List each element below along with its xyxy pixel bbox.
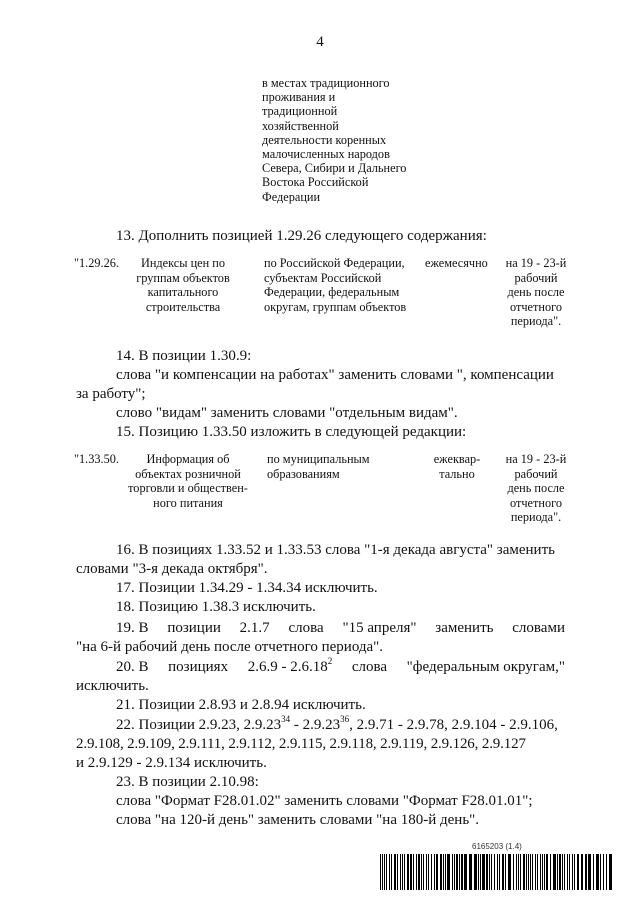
superscript: 2 [327, 656, 333, 666]
row-term [494, 452, 578, 525]
item-19-word: "15 апреля" [342, 620, 417, 636]
item-22-text: , 2.9.71 - 2.9.78, 2.9.104 - 2.9.106, [349, 717, 558, 733]
row-name-line: капитального [147, 285, 219, 300]
item-23-b: слова "на 120-й день" заменить словами "на 180-й день". [116, 812, 480, 828]
cont-line: малочисленных народов [262, 147, 390, 162]
row-term-line: отчетного [510, 299, 562, 314]
item-22-text: - 2.9.23 [290, 717, 341, 733]
item-16: 16. В позициях 1.33.52 и 1.33.53 слова "1-я декада августа" заменить [116, 542, 555, 558]
row-freq: ежемесячно [425, 256, 488, 270]
cont-line: проживания и [262, 90, 336, 105]
cont-line: хозяйственной [262, 118, 339, 133]
row-name-line: ного питания [153, 495, 223, 510]
row-name [118, 256, 248, 314]
item-23-a: слова "Формат F28.01.02" заменить словами "Формат F28.01.01"; [116, 793, 533, 809]
row-name-line: Информация об [146, 452, 230, 466]
item-20-word: 20. В [116, 659, 149, 675]
table-row [0, 452, 640, 532]
item-20-range [248, 658, 333, 677]
row-term-line: рабочий [514, 466, 558, 481]
item-23: 23. В позиции 2.10.98: [116, 774, 259, 790]
item-20-word: позициях [168, 659, 229, 675]
item-20-cont: исключить. [76, 678, 149, 694]
row-term-line: день после [507, 285, 565, 300]
cont-line: традиционной [262, 104, 338, 119]
item-19-word: слова [288, 620, 324, 636]
row-term-line: день после [507, 481, 565, 496]
row-name-line: Индексы цен по [140, 256, 226, 270]
row-dims-line: субъектам Российской [264, 270, 382, 285]
row-freq-line: тально [439, 466, 475, 481]
item-19-word: 2.1.7 [239, 620, 270, 636]
item-20-range-text: 2.6.9 - 2.6.18 [247, 659, 328, 675]
item-19 [116, 619, 565, 638]
item-22-cont: и 2.9.129 - 2.9.134 исключить. [76, 755, 267, 771]
row-name-line: объектах розничной [135, 466, 241, 481]
superscript: 36 [340, 714, 350, 724]
item-14-a-line: слова "и компенсации на работах" заменить словами ", компенсации [116, 367, 554, 383]
item-17: 17. Позиции 1.34.29 - 1.34.34 исключить. [116, 580, 378, 596]
item-19-cont: "на 6-й рабочий день после отчетного периода". [76, 639, 384, 655]
page-number: 4 [316, 34, 324, 50]
row-term-line: на 19 - 23-й [505, 256, 567, 270]
barcode-label: 6165203 (1.4) [472, 842, 522, 851]
row-name-line: торговли и обществен- [128, 481, 248, 496]
row-code: "1.33.50. [74, 452, 119, 466]
cont-line: в местах традиционного [262, 76, 390, 90]
item-16-cont: словами "3-я декада октября". [76, 561, 268, 577]
row-name [118, 452, 258, 510]
cont-line: деятельности коренных [262, 132, 387, 147]
row-dims-line: по Российской Федерации, [264, 256, 405, 270]
row-term-line: рабочий [514, 270, 558, 285]
item-14-a [116, 366, 565, 385]
cont-line: Севера, Сибири и Дальнего [262, 161, 407, 176]
item-15: 15. Позицию 1.33.50 изложить в следующей редакции: [116, 424, 467, 440]
cont-line: Востока Российской [262, 175, 369, 190]
row-term-line: периода". [510, 314, 562, 329]
row-term-line: на 19 - 23-й [505, 452, 567, 466]
item-21: 21. Позиции 2.8.93 и 2.8.94 исключить. [116, 697, 366, 713]
row-code: "1.29.26. [74, 256, 119, 270]
row-term-line: периода". [510, 510, 562, 525]
item-20 [116, 658, 565, 677]
row-term-line: отчетного [510, 495, 562, 510]
item-22-cont: 2.9.108, 2.9.109, 2.9.111, 2.9.112, 2.9.115, 2.9.118, 2.9.119, 2.9.126, 2.9.127 [76, 736, 526, 752]
continuation-cell [262, 76, 482, 204]
item-13: 13. Дополнить позицией 1.29.26 следующего содержания: [116, 228, 487, 244]
row-dims [264, 256, 406, 314]
row-dims-line: образованиям [267, 466, 340, 481]
superscript: 34 [281, 714, 291, 724]
item-19-word: позиции [167, 620, 221, 636]
item-19-word: 19. В [116, 620, 149, 636]
item-19-word: заменить [435, 620, 494, 636]
row-name-line: группам объектов [136, 270, 230, 285]
item-14-a-cont: за работу"; [76, 386, 146, 402]
cont-line: Федерации [262, 189, 321, 204]
row-term [494, 256, 578, 329]
item-19-word: словами [512, 620, 565, 636]
row-freq [424, 452, 490, 481]
item-14: 14. В позиции 1.30.9: [116, 348, 252, 364]
item-18: 18. Позицию 1.38.3 исключить. [116, 599, 316, 615]
row-dims-line: Федерации, федеральным [264, 285, 400, 300]
barcode-block [380, 842, 612, 892]
row-dims-line: округам, группам объектов [264, 299, 407, 314]
item-22 [116, 716, 558, 735]
item-20-word: слова [351, 659, 388, 675]
row-name-line: строительства [145, 299, 221, 314]
table-row [0, 256, 640, 336]
row-dims-line: по муниципальным [267, 452, 370, 466]
row-dims [267, 452, 370, 481]
item-14-b: слово "видам" заменить словами "отдельным видам". [116, 405, 458, 421]
item-22-text: 22. Позиции 2.9.23, 2.9.23 [116, 717, 282, 733]
row-freq-line: ежеквар- [433, 452, 481, 466]
barcode-icon [380, 854, 612, 890]
item-20-word: "федеральным округам," [406, 659, 565, 675]
